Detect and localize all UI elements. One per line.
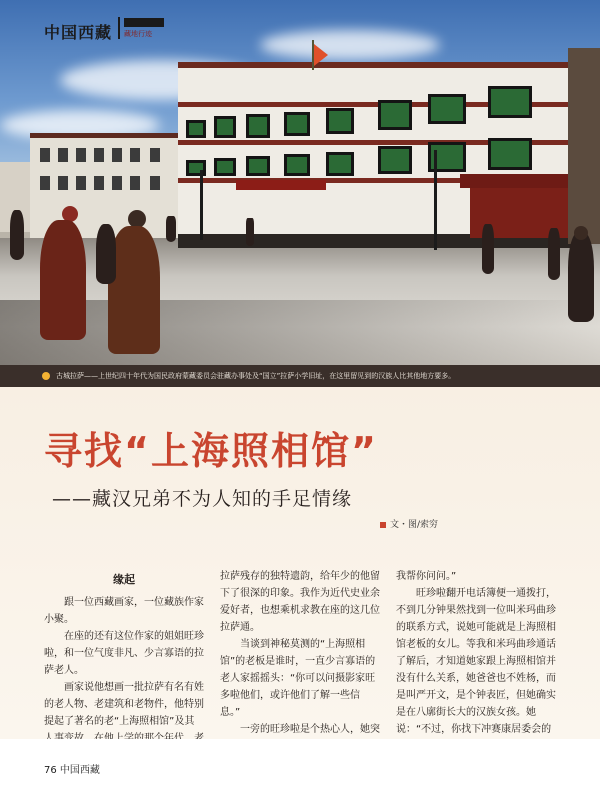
paragraph: 画家说他想画一批拉萨有名有姓的老人物、老建筑和老物件，他特别提起了著名的老“上海照相馆”及其: [44, 682, 204, 727]
photo-caption-bar: [0, 365, 600, 387]
byline-text: 文・图/索穷: [390, 520, 439, 530]
paragraph: 在座的还有这位作家的姐姐旺珍啦，和一位气度非凡、少言寡语的拉萨老人。: [44, 631, 204, 676]
street-photo: [0, 0, 600, 365]
article-title: 寻找“上海照相馆”: [44, 429, 378, 473]
paragraph: 拉萨残存的独特遗韵，给年少的他留下了很深的印象。我作为近代史业余爱好者，也想乘机求教在座的这几位拉萨通。: [220, 571, 380, 633]
photo-caption: 古城拉萨——上世纪四十年代为国民政府蒙藏委员会驻藏办事处及“国立”拉萨小学旧址，在这里留见到的汉族人比其他地方要多。: [56, 372, 456, 380]
section-label: 藏地行迹: [124, 30, 152, 38]
byline-square-icon: [380, 522, 386, 528]
paragraph: 跟一位西藏画家，一位藏族作家小聚。: [44, 597, 204, 625]
paragraph: 当谈到神秘莫测的“上海照相馆”的老板是谁时，一直少言寡语的老人家摇摇头：“你可以问摄影家旺多啦他们，或许他们了解一些信息。”: [220, 639, 376, 718]
text-column-1: [44, 571, 204, 747]
folio: [44, 761, 100, 776]
byline: [380, 517, 438, 530]
flag-icon: [314, 44, 328, 66]
article-subtitle: ——藏汉兄弟不为人知的手足情缘: [52, 488, 353, 510]
bullet-icon: [42, 372, 50, 380]
paragraph: 一旁的旺珍啦是个热心人，她突: [240, 724, 380, 735]
paragraph: 旺珍啦翻开电话簿便一通拨打，不到几分钟果然找到一位叫米玛曲珍的联系方式，说她可能就是上海照相馆老板的女儿。等我和米玛曲珍通话了解后，才知道她家跟上海照相馆并没有什么关系，她爸爸也不姓杨，而是叫严开文，是个钟表匠，但她确实是在八廓街长大的汉族女孩。她说：“不过，你找下冲赛康居委会的: [396, 588, 556, 735]
footer-magazine-name: 中国西藏: [59, 765, 100, 776]
section-heading: 缘起: [113, 573, 135, 586]
paragraph: 我帮你问问。”: [396, 571, 457, 582]
section-mark: [118, 17, 168, 39]
magazine-logo: 中国西藏: [44, 23, 113, 42]
page-number: 76: [44, 765, 57, 776]
